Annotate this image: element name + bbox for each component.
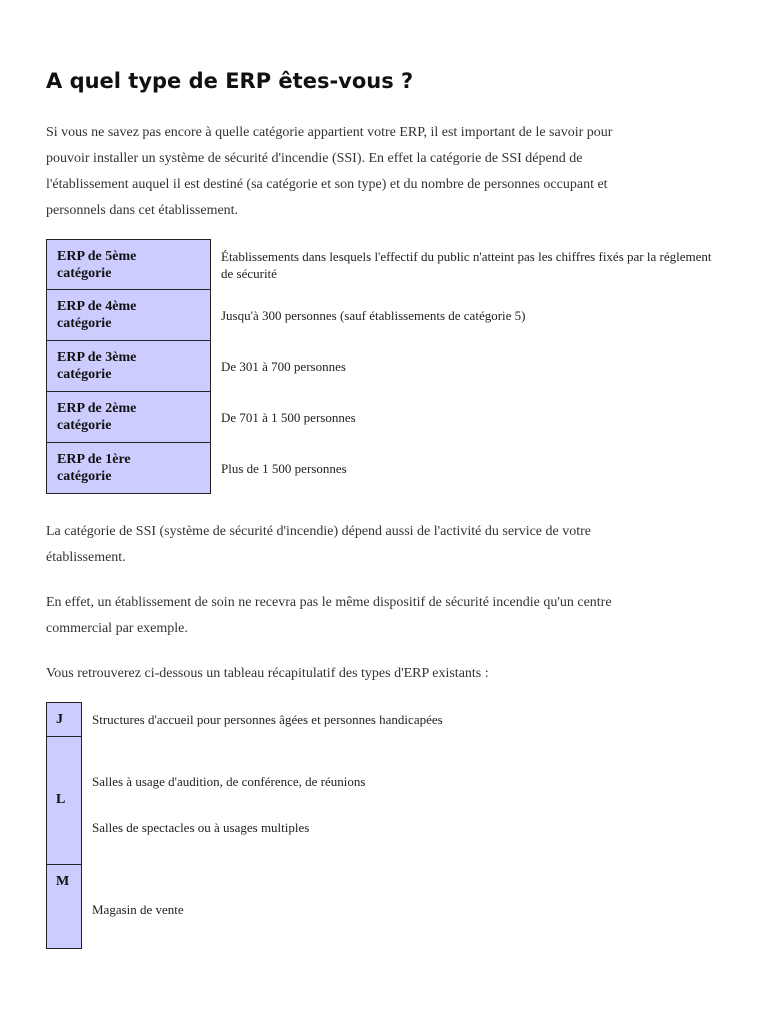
type-description-line: Salles de spectacles ou à usages multiples — [92, 820, 310, 835]
paragraph-line: La catégorie de SSI (système de sécurité d'incendie) dépend aussi de l'activité du service de votre — [46, 524, 592, 539]
intro-line: personnels dans cet établissement. — [46, 203, 239, 218]
category-description-cell — [211, 341, 768, 392]
category-label-cell — [46, 443, 211, 494]
category-label-line: catégorie — [57, 367, 112, 382]
type-description-cell — [82, 865, 746, 949]
type-code: J — [56, 712, 63, 727]
category-label-line: ERP de 4ème — [57, 299, 137, 314]
category-label-cell — [46, 392, 211, 443]
type-code: M — [56, 874, 70, 889]
intro-line: l'établissement auquel il est destiné (sa catégorie et son type) et du nombre de personnes occupant et — [46, 177, 608, 192]
intro-line: pouvoir installer un système de sécurité d'incendie (SSI). En effet la catégorie de SSI dépend de — [46, 151, 583, 166]
intro-paragraph — [46, 120, 612, 224]
category-label-cell — [46, 239, 211, 290]
table-row — [46, 865, 746, 949]
category-description-line: de sécurité — [221, 266, 277, 281]
table-row — [46, 443, 768, 494]
type-code-cell — [46, 702, 82, 737]
table-row — [46, 702, 746, 737]
category-label-line: ERP de 1ère — [57, 452, 131, 467]
page-title: A quel type de ERP êtes-vous ? — [46, 69, 414, 93]
category-label-line: ERP de 3ème — [57, 350, 137, 365]
erp-category-table — [46, 239, 768, 494]
paragraph-line: Vous retrouverez ci-dessous un tableau récapitulatif des types d'ERP existants : — [46, 666, 489, 681]
table-row — [46, 239, 768, 290]
category-label-line: catégorie — [57, 316, 112, 331]
summary-paragraph — [46, 661, 489, 687]
type-description-cell — [82, 702, 746, 737]
type-code-cell — [46, 737, 82, 865]
type-code-cell — [46, 865, 82, 949]
paragraph-line: commercial par exemple. — [46, 621, 188, 636]
erp-type-table — [46, 702, 746, 949]
type-description-line: Salles à usage d'audition, de conférence, de réunions — [92, 774, 366, 789]
category-label-line: catégorie — [57, 469, 112, 484]
example-paragraph — [46, 590, 612, 642]
paragraph-line: En effet, un établissement de soin ne recevra pas le même dispositif de sécurité incendie qu'un centre — [46, 595, 612, 610]
table-row — [46, 341, 768, 392]
activity-paragraph — [46, 519, 591, 571]
category-description-line: Établissements dans lesquels l'effectif du public n'atteint pas les chiffres fixés par la réglement — [221, 249, 712, 264]
category-label-line: catégorie — [57, 266, 112, 281]
category-label-cell — [46, 341, 211, 392]
category-label-line: ERP de 2ème — [57, 401, 137, 416]
table-row — [46, 392, 768, 443]
category-description-line: De 301 à 700 personnes — [221, 359, 346, 374]
type-description-line: Magasin de vente — [92, 902, 184, 917]
category-description-line: Plus de 1 500 personnes — [221, 461, 347, 476]
category-description-line: Jusqu'à 300 personnes (sauf établissements de catégorie 5) — [221, 308, 526, 323]
table-row — [46, 290, 768, 341]
category-description-line: De 701 à 1 500 personnes — [221, 410, 356, 425]
category-description-cell — [211, 290, 768, 341]
category-description-cell — [211, 392, 768, 443]
type-description-cell — [82, 737, 746, 865]
table-row — [46, 737, 746, 865]
intro-line: Si vous ne savez pas encore à quelle catégorie appartient votre ERP, il est important de le savoir pour — [46, 125, 613, 140]
category-label-line: ERP de 5ème — [57, 249, 137, 264]
category-label-cell — [46, 290, 211, 341]
type-code: L — [56, 792, 66, 807]
category-description-cell — [211, 239, 768, 290]
category-label-line: catégorie — [57, 418, 112, 433]
type-description-line: Structures d'accueil pour personnes âgées et personnes handicapées — [92, 712, 443, 727]
category-description-cell — [211, 443, 768, 494]
paragraph-line: établissement. — [46, 550, 126, 565]
